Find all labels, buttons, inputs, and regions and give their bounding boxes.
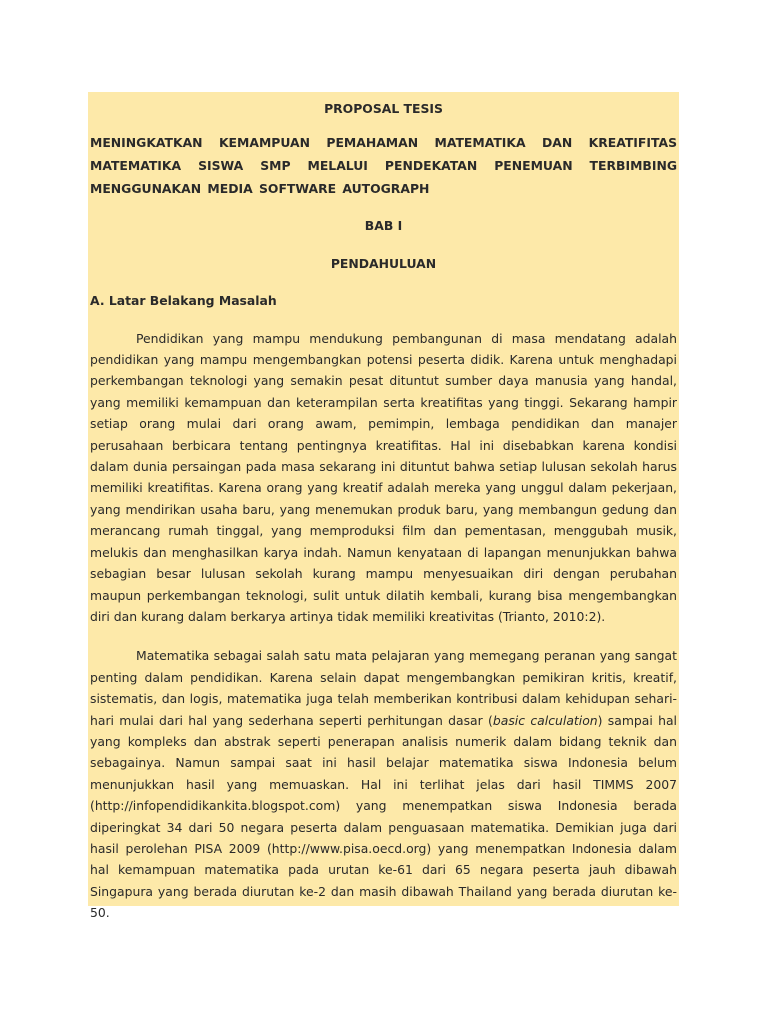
paragraph-2-text-a: Matematika sebagai salah satu mata pelajaran yang memegang peranan yang sangat penting dalam pendidikan. Karena selain dapat mengembangkan pemikiran kritis, kreatif, sistematis, dan logis, matematika juga telah memberikan kontribusi dalam kehidupan sehari-hari mulai dari hal yang sederhana seperti perhitungan dasar ( [90,648,677,728]
paragraph-2 [90,645,677,923]
chapter-number: BAB I [364,218,403,234]
chapter-title: PENDAHULUAN [330,255,437,271]
paragraph-1: Pendidikan yang mampu mendukung pembangunan di masa mendatang adalah pendidikan yang mampu mengembangkan potensi peserta didik. Karena untuk menghadapi perkembangan teknologi yang semakin pesat dituntut sumber daya manusia yang handal, yang memiliki kemampuan dan keterampilan serta kreatifitas yang tinggi. Sekarang hampir setiap orang mulai dari orang awam, pemimpin, lembaga pendidikan dan manajer perusahaan berbicara tentang pentingnya kreatifitas. Hal ini disebabkan karena kondisi dalam dunia persaingan pada masa sekarang ini dituntut bahwa setiap lulusan sekolah harus memiliki kreatifitas. Karena orang yang kreatif adalah mereka yang unggul dalam pekerjaan, yang mendirikan usaha baru, yang menemukan produk baru, yang membangun gedung dan merancang rumah tinggal, yang memproduksi film dan pementasan, menggubah musik, melukis dan menghasilkan karya indah. Namun kenyataan di lapangan menunjukkan bahwa sebagian besar lulusan sekolah kurang mampu menyesuaikan diri dengan perubahan maupun perkembangan teknologi, sulit untuk dilatih kembali, kurang bisa mengembangkan diri dan kurang dalam berkarya artinya tidak memiliki kreativitas (Trianto, 2010:2). [90,330,677,624]
document-body [88,92,679,921]
section-heading: A. Latar Belakang Masalah [90,293,277,309]
paragraph-2-italic: basic calculation [492,712,598,728]
proposal-header: PROPOSAL TESIS [324,101,443,116]
paragraph-2-text-b: ) sampai hal yang kompleks dan abstrak seperti penerapan analisis numerik dalam bidang teknik dan sebagainya. Namun sampai saat ini hasil belajar matematika siswa Indonesia belum menunjukkan hasil yang memuaskan. Hal ini terlihat jelas dari hasil TIMMS 2007 (http://infopendidikankita.blogspot.com) yang menempatkan siswa Indonesia berada diperingkat 34 dari 50 negara peserta dalam penguasaan matematika. Demikian juga dari hasil perolehan PISA 2009 (http://www.pisa.oecd.org) yang menempatkan Indonesia dalam hal kemampuan matematika pada urutan ke-61 dari 65 negara peserta jauh dibawah Singapura yang berada diurutan ke-2 dan masih dibawah Thailand yang berada diurutan ke-50. [90,712,677,921]
thesis-title: MENINGKATKAN KEMAMPUAN PEMAHAMAN MATEMATIKA DAN KREATIFITAS MATEMATIKA SISWA SMP MELALUI PENDEKATAN PENEMUAN TERBIMBING MENGGUNAKAN MEDIA SOFTWARE AUTOGRAPH [90,135,677,197]
